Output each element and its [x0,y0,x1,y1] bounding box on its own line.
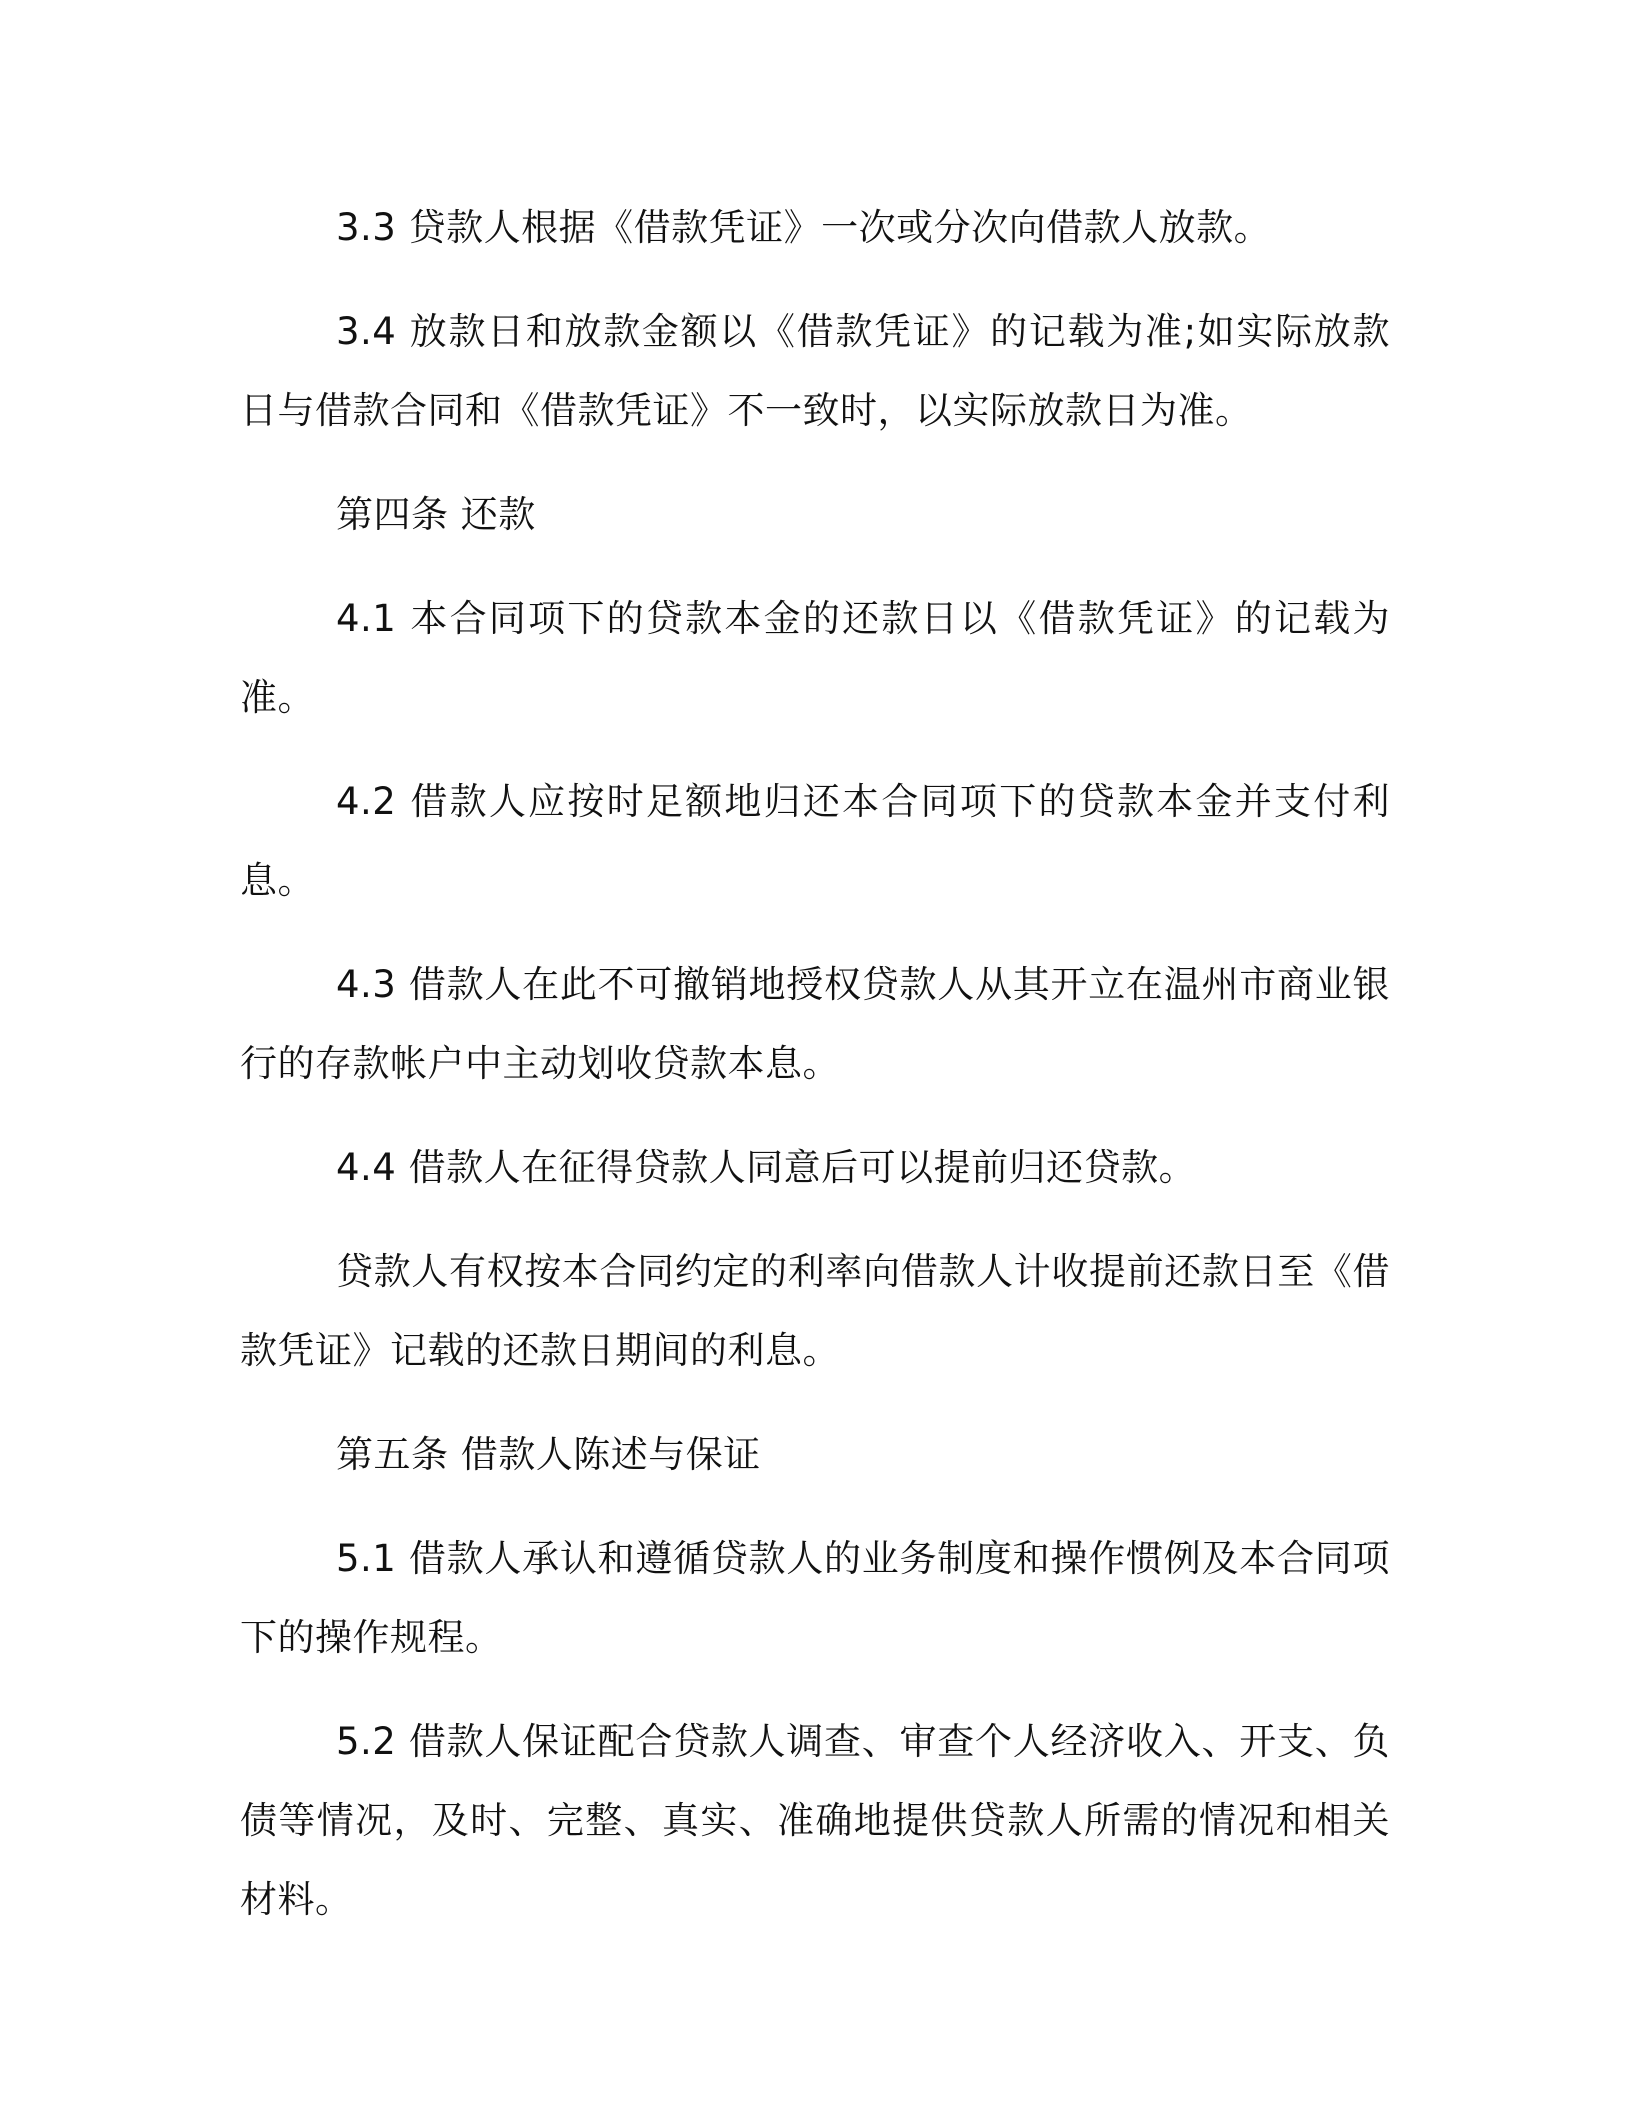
clause-3-3: 3.3 贷款人根据《借款凭证》一次或分次向借款人放款。 [336,206,1272,249]
clause-5-1: 5.1 借款人承认和遵循贷款人的业务制度和操作惯例及本合同项下的操作规程。 [240,1537,1390,1659]
document-body [240,188,1390,1964]
clause-4-3: 4.3 借款人在此不可撤销地授权贷款人从其开立在温州市商业银行的存款帐户中主动划收贷款本息。 [240,963,1390,1085]
clause-4-4: 4.4 借款人在征得贷款人同意后可以提前归还贷款。 [336,1146,1197,1189]
clause-4-2: 4.2 借款人应按时足额地归还本合同项下的贷款本金并支付利息。 [240,780,1390,902]
clause-4-4-continuation: 贷款人有权按本合同约定的利率向借款人计收提前还款日至《借款凭证》记载的还款日期间的利息。 [240,1250,1390,1372]
clause-5-2: 5.2 借款人保证配合贷款人调查、审查个人经济收入、开支、负债等情况，及时、完整、真实、准确地提供贷款人所需的情况和相关材料。 [240,1720,1390,1921]
clause-3-4: 3.4 放款日和放款金额以《借款凭证》的记载为准;如实际放款日与借款合同和《借款凭证》不一致时，以实际放款日为准。 [240,310,1390,432]
article-4-heading: 第四条 还款 [336,493,536,536]
clause-4-1: 4.1 本合同项下的贷款本金的还款日以《借款凭证》的记载为准。 [240,597,1390,719]
article-5-heading: 第五条 借款人陈述与保证 [336,1433,761,1476]
